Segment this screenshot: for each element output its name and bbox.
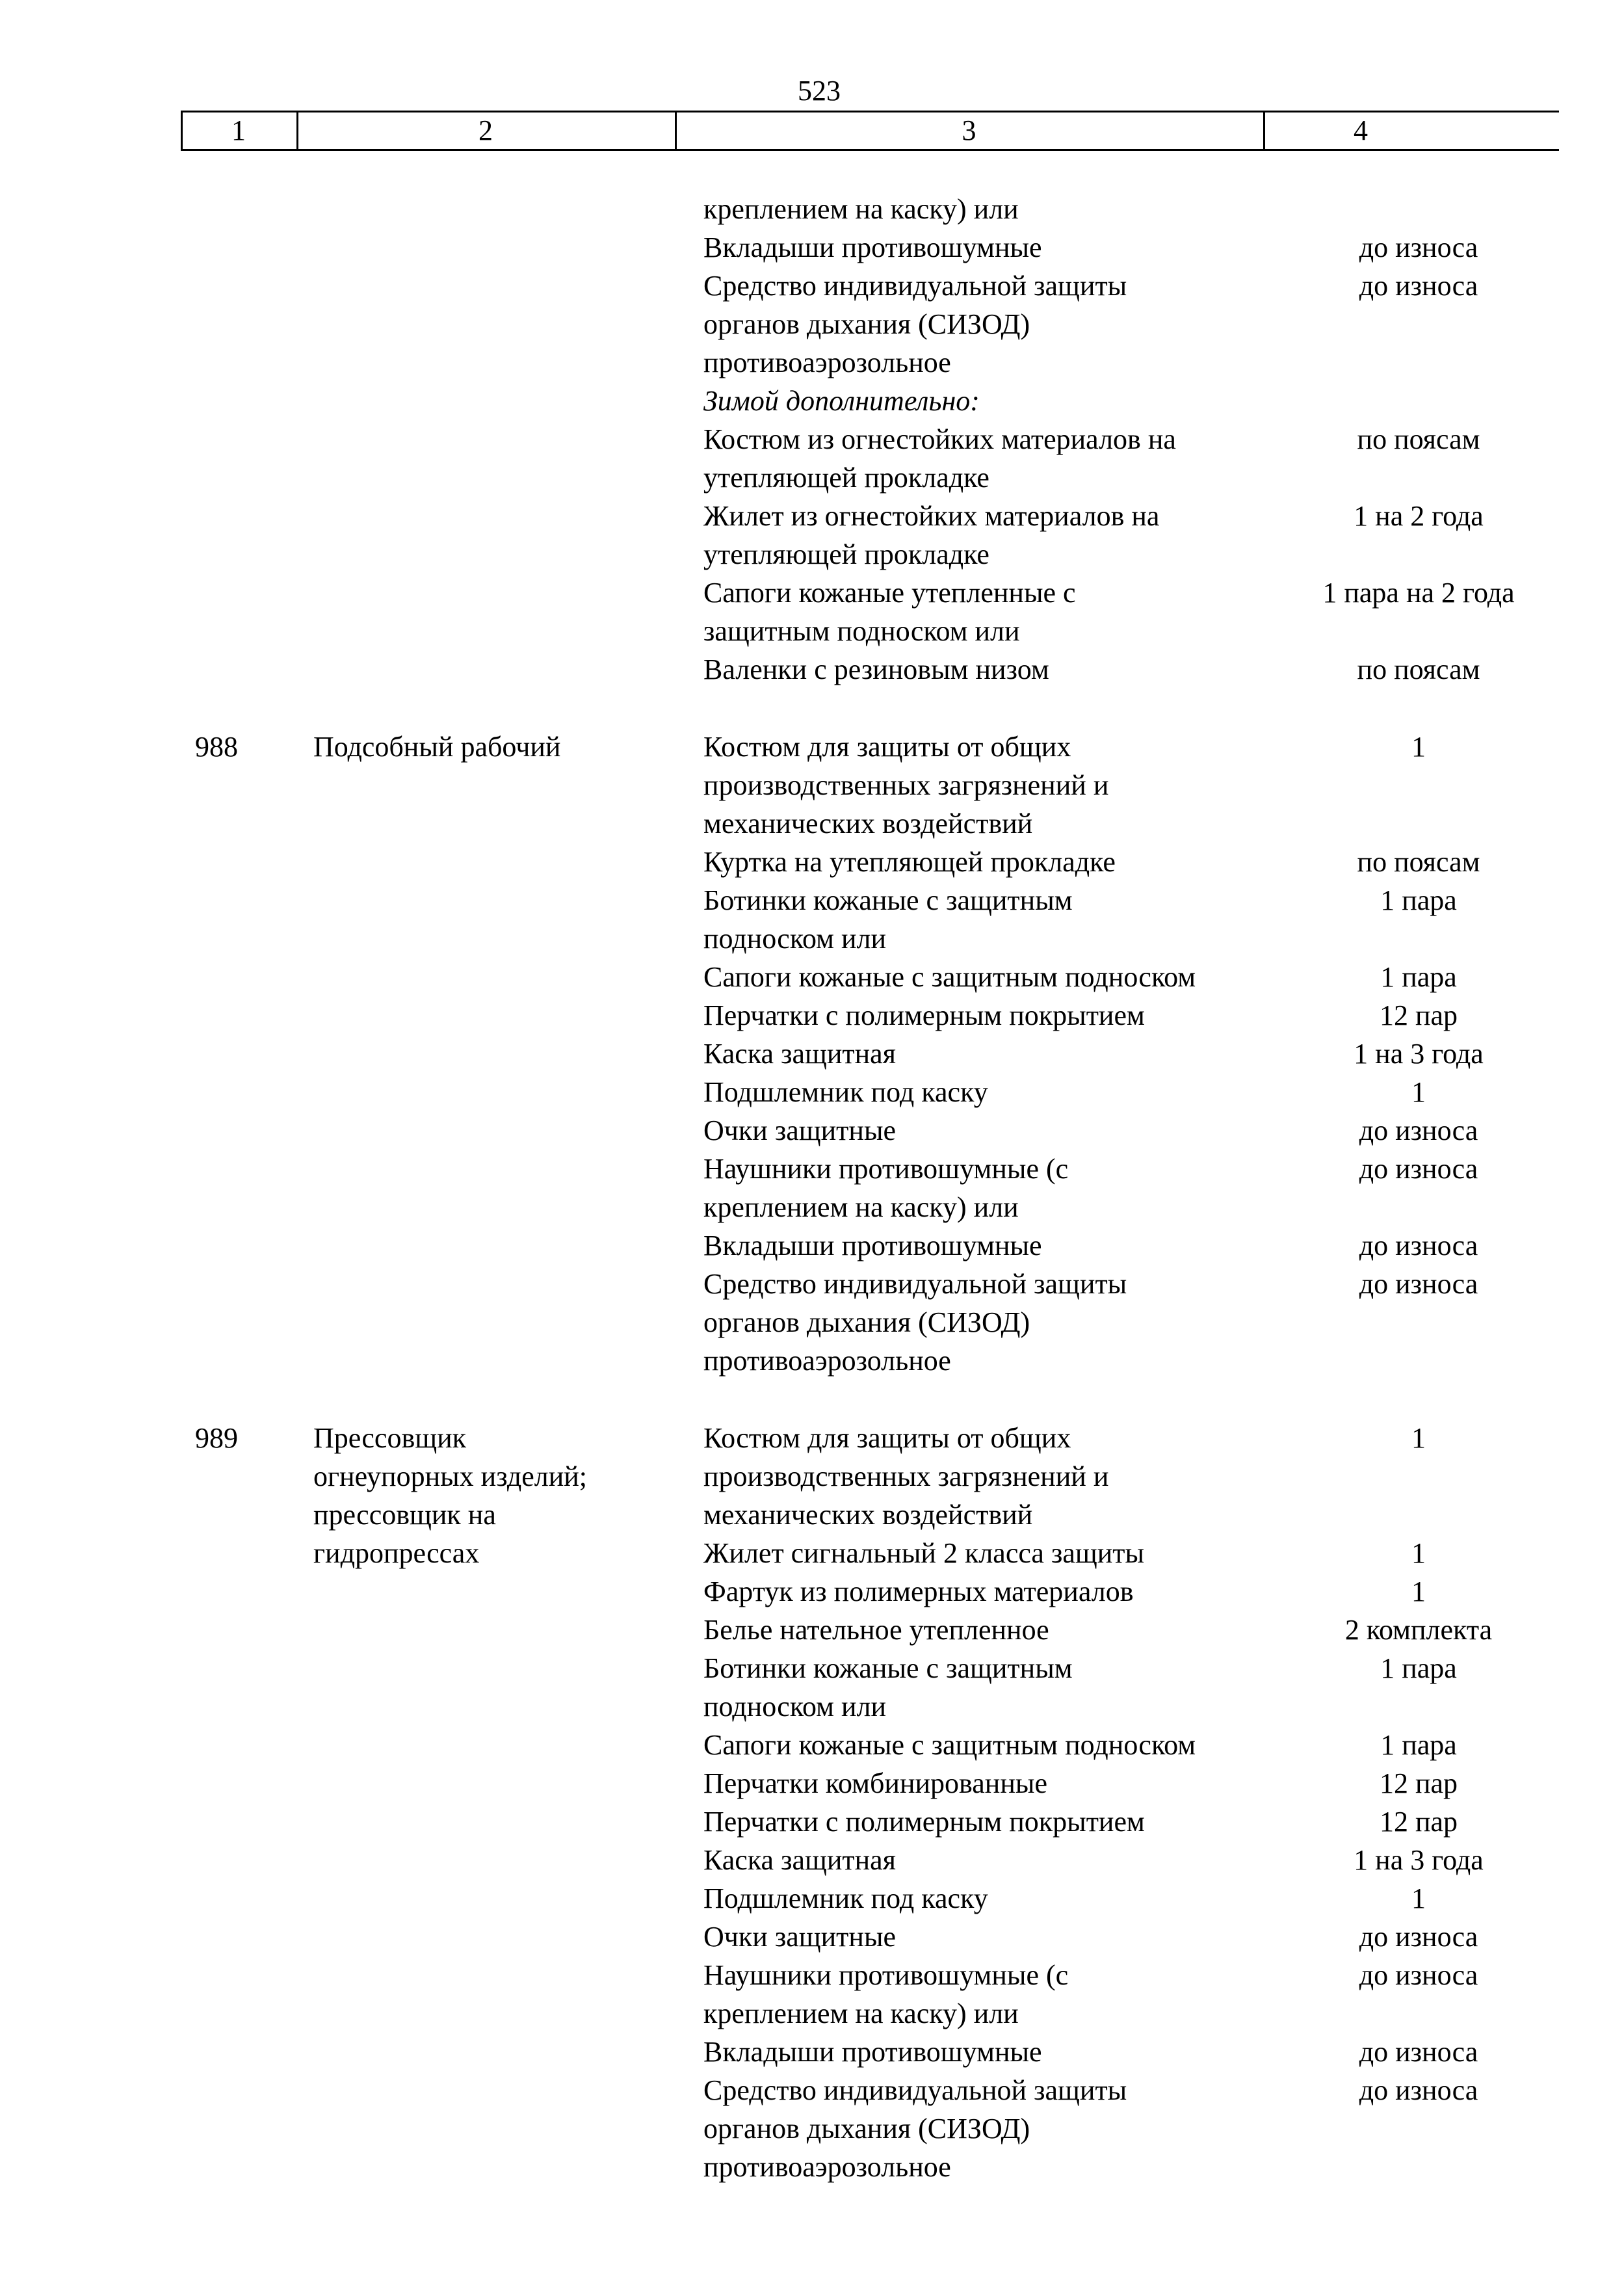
ppe-item-name-line: Зимой дополнительно:	[703, 385, 980, 417]
ppe-item-name	[703, 574, 1289, 650]
issue-norm: по поясам	[1357, 653, 1480, 685]
issue-norm: по поясам	[1357, 423, 1480, 455]
item-number: 989	[195, 1422, 238, 1454]
ppe-item	[0, 1764, 1624, 1802]
ppe-item-name-line: Костюм из огнестойких материалов на	[703, 423, 1176, 455]
header-col-1: 1	[231, 114, 246, 146]
issue-norm: до износа	[1359, 1230, 1478, 1261]
ppe-item-name-line: Вкладыши противошумные	[703, 1230, 1042, 1261]
ppe-item-name	[703, 1419, 1289, 1534]
ppe-item	[0, 1035, 1624, 1073]
ppe-item-name	[703, 1611, 1289, 1649]
ppe-item-name-line: Ботинки кожаные с защитным	[703, 1652, 1073, 1684]
item-number: 988	[195, 731, 238, 763]
page-number: 523	[798, 75, 841, 107]
ppe-item-name	[703, 1841, 1289, 1879]
ppe-item-name	[703, 1035, 1289, 1073]
ppe-item-name-line: Валенки с резиновым низом	[703, 653, 1049, 685]
ppe-item-name-line: механических воздействий	[703, 1499, 1033, 1531]
ppe-item-name-line: Подшлемник под каску	[703, 1882, 988, 1914]
ppe-item	[0, 420, 1624, 497]
ppe-item	[0, 382, 1624, 420]
ppe-item-name	[703, 2071, 1289, 2186]
ppe-item-name-line: защитным подноском или	[703, 615, 1020, 647]
ppe-item-name-line: Каска защитная	[703, 1844, 896, 1876]
ppe-item-name	[703, 1572, 1289, 1611]
issue-norm: 1 пара	[1380, 961, 1457, 993]
ppe-item-name	[703, 1073, 1289, 1111]
issue-norm: 2 комплекта	[1344, 1614, 1493, 1646]
ppe-item	[0, 843, 1624, 881]
ppe-item-name-line: Перчатки с полимерным покрытием	[703, 999, 1145, 1031]
ppe-item-name-line: противоаэрозольное	[703, 347, 951, 378]
ppe-item-name	[703, 881, 1289, 958]
ppe-item-name	[703, 1226, 1289, 1265]
ppe-item-name	[703, 1764, 1289, 1802]
ppe-item-name-line: утепляющей прокладке	[703, 462, 989, 494]
issue-norm: 1 пара	[1380, 1729, 1457, 1761]
ppe-item	[0, 881, 1624, 958]
ppe-item-name	[703, 1918, 1289, 1956]
profession-line: прессовщик на	[313, 1499, 496, 1531]
ppe-item-name-line: Сапоги кожаные с защитным подноском	[703, 1729, 1196, 1761]
table-row	[0, 728, 1624, 1380]
ppe-item-name-line: Вкладыши противошумные	[703, 2036, 1042, 2068]
issue-norm: 1 пара на 2 года	[1322, 577, 1515, 609]
ppe-item-name	[703, 267, 1289, 382]
ppe-item	[0, 650, 1624, 689]
issue-norm: до износа	[1359, 231, 1478, 263]
ppe-item	[0, 2033, 1624, 2071]
ppe-item-name	[703, 2033, 1289, 2071]
profession-line: огнеупорных изделий;	[313, 1460, 588, 1492]
profession-line: Подсобный рабочий	[313, 731, 561, 763]
profession-line: Прессовщик	[313, 1422, 467, 1454]
table-header	[181, 111, 1559, 151]
ppe-item-name	[703, 996, 1289, 1035]
header-col-4: 4	[1354, 114, 1368, 146]
ppe-item-name	[703, 420, 1289, 497]
ppe-item-name	[703, 1265, 1289, 1380]
ppe-item-name-line: производственных загрязнений и	[703, 1460, 1109, 1492]
ppe-item	[0, 1841, 1624, 1879]
table-row	[0, 190, 1624, 689]
ppe-item	[0, 267, 1624, 382]
issue-norm: 1 на 3 года	[1354, 1844, 1484, 1876]
issue-norm: до износа	[1359, 1959, 1478, 1991]
ppe-item	[0, 228, 1624, 267]
ppe-item-name	[703, 1534, 1289, 1572]
ppe-item	[0, 574, 1624, 650]
ppe-item-name	[703, 1726, 1289, 1764]
ppe-item-name-line: Куртка на утепляющей прокладке	[703, 846, 1116, 878]
ppe-item-name-line: органов дыхания (СИЗОД)	[703, 308, 1030, 340]
issue-norm: 1 на 3 года	[1354, 1038, 1484, 1070]
ppe-item-name-line: Средство индивидуальной защиты	[703, 270, 1127, 302]
issue-norm: по поясам	[1357, 846, 1480, 878]
ppe-item	[0, 1150, 1624, 1226]
ppe-item	[0, 1726, 1624, 1764]
ppe-item	[0, 1879, 1624, 1918]
ppe-item-name-line: противоаэрозольное	[703, 1345, 951, 1377]
ppe-item-name-line: Фартук из полимерных материалов	[703, 1576, 1134, 1607]
issue-norm: 1	[1411, 1882, 1426, 1914]
ppe-item-name-line: Очки защитные	[703, 1115, 897, 1146]
header-col-2: 2	[478, 114, 493, 146]
header-col-3: 3	[962, 114, 976, 146]
issue-norm: до износа	[1359, 2036, 1478, 2068]
ppe-item-name-line: Ботинки кожаные с защитным	[703, 884, 1073, 916]
ppe-item-name	[703, 497, 1289, 574]
ppe-item-name-line: подноском или	[703, 923, 887, 955]
ppe-item	[0, 497, 1624, 574]
ppe-item-name	[703, 1879, 1289, 1918]
ppe-item-name-line: Белье нательное утепленное	[703, 1614, 1049, 1646]
ppe-item-name-line: Костюм для защиты от общих	[703, 1422, 1071, 1454]
ppe-item-name-line: креплением на каску) или	[703, 193, 1019, 225]
ppe-item-name-line: подноском или	[703, 1691, 887, 1722]
ppe-item	[0, 2071, 1624, 2186]
ppe-item-name-line: органов дыхания (СИЗОД)	[703, 1306, 1030, 1338]
profession-name	[313, 728, 677, 766]
ppe-item	[0, 190, 1624, 228]
ppe-item-name-line: Очки защитные	[703, 1921, 897, 1953]
ppe-item-name	[703, 728, 1289, 843]
issue-norm: 1	[1411, 1422, 1426, 1454]
ppe-item-name-line: Вкладыши противошумные	[703, 231, 1042, 263]
ppe-item-name	[703, 228, 1289, 267]
issue-norm: до износа	[1359, 1268, 1478, 1300]
issue-norm: 1 пара	[1380, 884, 1457, 916]
issue-norm: 12 пар	[1379, 1806, 1458, 1838]
ppe-item	[0, 1265, 1624, 1380]
ppe-item	[0, 1111, 1624, 1150]
ppe-item-name	[703, 190, 1289, 228]
profession-name	[313, 1419, 677, 1572]
ppe-item	[0, 1572, 1624, 1611]
ppe-item-name-line: креплением на каску) или	[703, 1998, 1019, 2029]
ppe-item-name-line: органов дыхания (СИЗОД)	[703, 2113, 1030, 2144]
ppe-item-name-line: механических воздействий	[703, 808, 1033, 839]
ppe-item	[0, 1534, 1624, 1572]
ppe-item-name-line: Жилет сигнальный 2 класса защиты	[703, 1537, 1145, 1569]
issue-norm: 1	[1411, 731, 1426, 763]
ppe-item-name-line: Жилет из огнестойких материалов на	[703, 500, 1160, 532]
ppe-item	[0, 1918, 1624, 1956]
table-body	[0, 190, 1624, 2225]
issue-norm: до износа	[1359, 1921, 1478, 1953]
ppe-item-name-line: Наушники противошумные (с	[703, 1959, 1069, 1991]
ppe-item-name	[703, 1150, 1289, 1226]
ppe-item-name	[703, 1649, 1289, 1726]
ppe-item-name-line: противоаэрозольное	[703, 2151, 951, 2183]
ppe-item-name-line: Перчатки комбинированные	[703, 1767, 1047, 1799]
ppe-item-name-line: Средство индивидуальной защиты	[703, 1268, 1127, 1300]
ppe-item-name	[703, 1802, 1289, 1841]
ppe-item	[0, 1611, 1624, 1649]
ppe-item-name-line: Сапоги кожаные с защитным подноском	[703, 961, 1196, 993]
ppe-item-name	[703, 650, 1289, 689]
ppe-item	[0, 1226, 1624, 1265]
ppe-item-name-line: Наушники противошумные (с	[703, 1153, 1069, 1185]
table-row	[0, 1419, 1624, 2186]
ppe-item	[0, 1649, 1624, 1726]
ppe-item	[0, 996, 1624, 1035]
ppe-item	[0, 1073, 1624, 1111]
issue-norm: 12 пар	[1379, 999, 1458, 1031]
issue-norm: 12 пар	[1379, 1767, 1458, 1799]
ppe-item-name-line: креплением на каску) или	[703, 1191, 1019, 1223]
issue-norm: до износа	[1359, 2074, 1478, 2106]
issue-norm: 1	[1411, 1576, 1426, 1607]
ppe-item-name-line: Каска защитная	[703, 1038, 896, 1070]
ppe-item	[0, 1802, 1624, 1841]
ppe-item-name-line: утепляющей прокладке	[703, 538, 989, 570]
ppe-item-name	[703, 1111, 1289, 1150]
ppe-item-name	[703, 382, 1289, 420]
ppe-item-name	[703, 843, 1289, 881]
profession-line: гидропрессах	[313, 1537, 480, 1569]
issue-norm: до износа	[1359, 1153, 1478, 1185]
ppe-item	[0, 958, 1624, 996]
issue-norm: 1	[1411, 1537, 1426, 1569]
ppe-item-name	[703, 958, 1289, 996]
issue-norm: до износа	[1359, 270, 1478, 302]
ppe-item-name-line: Сапоги кожаные утепленные с	[703, 577, 1076, 609]
ppe-item-name-line: Средство индивидуальной защиты	[703, 2074, 1127, 2106]
ppe-item-name-line: Перчатки с полимерным покрытием	[703, 1806, 1145, 1838]
issue-norm: до износа	[1359, 1115, 1478, 1146]
ppe-item-name-line: производственных загрязнений и	[703, 769, 1109, 801]
ppe-item	[0, 1956, 1624, 2033]
ppe-item-name	[703, 1956, 1289, 2033]
ppe-item-name-line: Подшлемник под каску	[703, 1076, 988, 1108]
ppe-item-name-line: Костюм для защиты от общих	[703, 731, 1071, 763]
issue-norm: 1	[1411, 1076, 1426, 1108]
issue-norm: 1 пара	[1380, 1652, 1457, 1684]
issue-norm: 1 на 2 года	[1354, 500, 1484, 532]
